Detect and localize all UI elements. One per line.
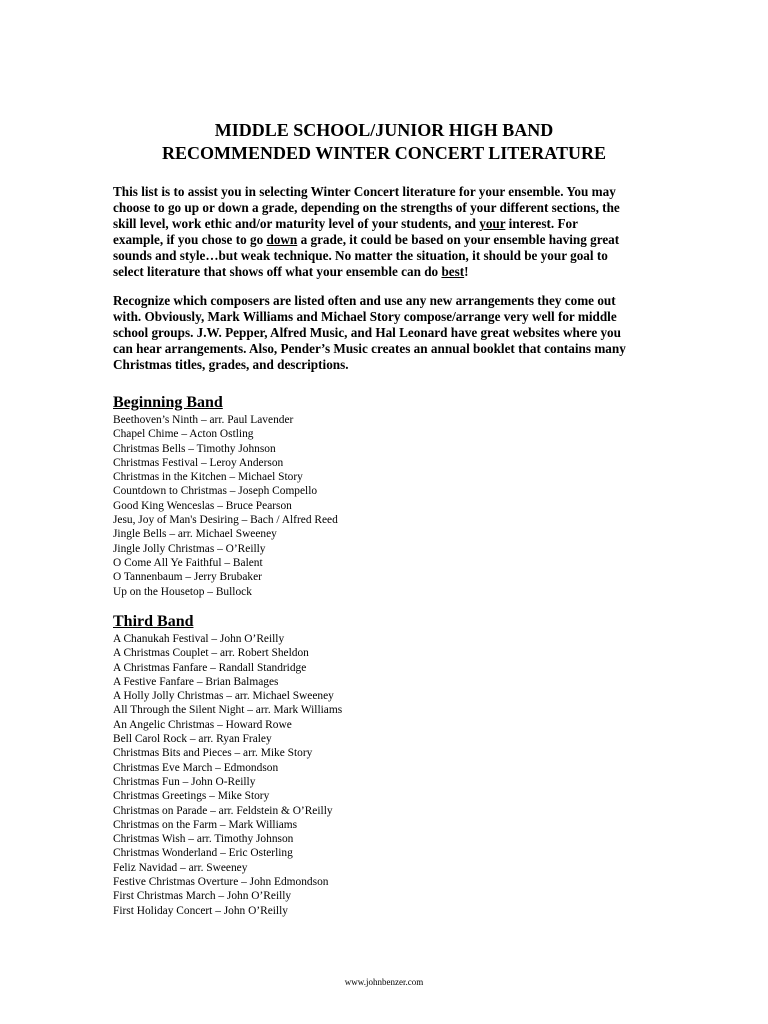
list-item: A Christmas Couplet – arr. Robert Sheldon [113, 647, 309, 660]
intro-text: interest. For [505, 216, 578, 231]
intro-p1-line: sounds and style…but weak technique. No matter the situation, it should be your goal to [113, 248, 608, 263]
list-item: A Chanukah Festival – John O’Reilly [113, 633, 285, 645]
intro-paragraph-1 [113, 184, 661, 280]
page-title-line-1: MIDDLE SCHOOL/JUNIOR HIGH BAND [214, 120, 554, 140]
emphasis-your: your [479, 216, 506, 231]
intro-p1-line: choose to go up or down a grade, depending on the strengths of your different sections, the [113, 200, 620, 215]
intro-p2-line: school groups. J.W. Pepper, Alfred Music, and Hal Leonard have great websites where you [113, 325, 621, 340]
intro-text: skill level, work ethic and/or maturity level of your students, and [113, 216, 480, 231]
intro-paragraph-2 [113, 293, 661, 373]
intro-text: ! [464, 264, 469, 279]
section-heading-third-band: Third Band [113, 613, 194, 630]
list-item: Christmas Eve March – Edmondson [113, 761, 279, 774]
intro-p1-line [113, 216, 661, 232]
list-item: Christmas Wonderland – Eric Osterling [113, 847, 293, 860]
list-item: Jingle Bells – arr. Michael Sweeney [113, 528, 277, 541]
intro-p2-line: Christmas titles, grades, and descriptions. [113, 357, 349, 372]
list-item: Bell Carol Rock – arr. Ryan Fraley [113, 733, 272, 746]
intro-p2-line: can hear arrangements. Also, Pender’s Music creates an annual booklet that contains many [113, 341, 626, 356]
intro-p1-line: This list is to assist you in selecting Winter Concert literature for your ensemble. You may [113, 184, 616, 199]
intro-p2-line: with. Obviously, Mark Williams and Michael Story compose/arrange very well for middle [113, 309, 617, 324]
page-title-line-2: RECOMMENDED WINTER CONCERT LITERATURE [162, 143, 606, 163]
list-item: A Christmas Fanfare – Randall Standridge [113, 661, 307, 674]
list-item: Christmas Bits and Pieces – arr. Mike Story [113, 747, 313, 760]
third-band-list [113, 632, 342, 918]
list-item: Festive Christmas Overture – John Edmondson [113, 876, 329, 889]
beginning-band-list [113, 413, 338, 599]
intro-p2-line: Recognize which composers are listed often and use any new arrangements they come out [113, 293, 616, 308]
list-item: Christmas Bells – Timothy Johnson [113, 442, 276, 455]
list-item: Christmas in the Kitchen – Michael Story [113, 471, 303, 484]
list-item: Christmas on Parade – arr. Feldstein & O’Reilly [113, 804, 333, 817]
list-item: Countdown to Christmas – Joseph Compello [113, 485, 318, 498]
intro-text: example, if you chose to go [113, 232, 267, 247]
emphasis-down: down [266, 232, 298, 247]
intro-text: select literature that shows off what your ensemble can do [113, 264, 442, 279]
list-item: An Angelic Christmas – Howard Rowe [113, 718, 292, 731]
list-item: Christmas Festival – Leroy Anderson [113, 456, 284, 469]
list-item: Beethoven’s Ninth – arr. Paul Lavender [113, 414, 294, 426]
list-item: Feliz Navidad – arr. Sweeney [113, 861, 248, 874]
footer-url: www.johnbenzer.com [344, 977, 424, 987]
list-item: Christmas on the Farm – Mark Williams [113, 818, 298, 831]
list-item: O Come All Ye Faithful – Balent [113, 556, 263, 569]
list-item: A Festive Fanfare – Brian Balmages [113, 675, 279, 688]
list-item: First Holiday Concert – John O’Reilly [113, 904, 288, 917]
emphasis-best: best [441, 264, 465, 279]
list-item: Christmas Greetings – Mike Story [113, 790, 270, 803]
list-item: Christmas Fun – John O-Reilly [113, 775, 256, 788]
section-heading-beginning-band: Beginning Band [113, 394, 223, 411]
list-item: Jesu, Joy of Man's Desiring – Bach / Alfred Reed [113, 514, 338, 527]
list-item: Jingle Jolly Christmas – O’Reilly [113, 542, 266, 555]
list-item: All Through the Silent Night – arr. Mark Williams [113, 704, 343, 717]
list-item: A Holly Jolly Christmas – arr. Michael Sweeney [113, 690, 334, 703]
intro-text: a grade, it could be based on your ensemble having great [297, 232, 620, 247]
intro-p1-line [113, 264, 661, 280]
list-item: O Tannenbaum – Jerry Brubaker [113, 571, 262, 584]
list-item: Christmas Wish – arr. Timothy Johnson [113, 833, 294, 846]
list-item: First Christmas March – John O’Reilly [113, 890, 292, 903]
list-item: Up on the Housetop – Bullock [113, 585, 252, 598]
list-item: Chapel Chime – Acton Ostling [113, 428, 254, 441]
list-item: Good King Wenceslas – Bruce Pearson [113, 499, 292, 512]
intro-p1-line [113, 232, 661, 248]
